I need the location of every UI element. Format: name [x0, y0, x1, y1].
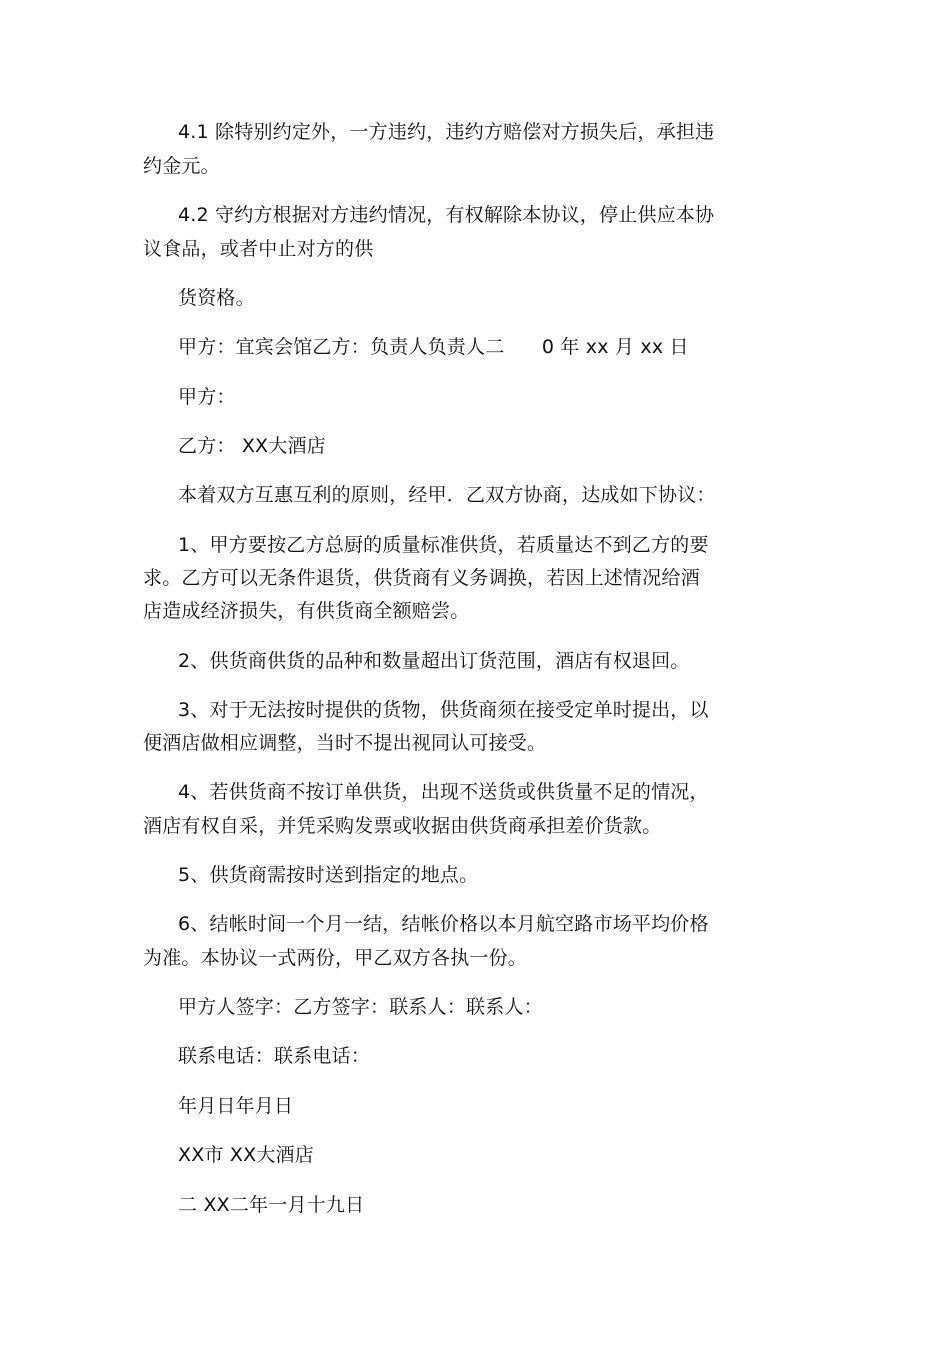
clause-4-2-line-2: 议食品，或者中止对方的供 [143, 238, 374, 260]
clause-6-line-2: 为准。本协议一式两份，甲乙双方各执一份。 [143, 947, 528, 969]
clause-4-line-1: 4、若供货商不按订单供货，出现不送货或供货量不足的情况， [178, 781, 709, 803]
contact-phone-line: 联系电话：联系电话： [178, 1045, 371, 1067]
clause-4-2-line-3: 货资格。 [178, 287, 255, 309]
clause-3-line-1: 3、对于无法按时提供的货物，供货商须在接受定单时提出，以 [178, 699, 709, 721]
clause-1-line-1: 1、甲方要按乙方总厨的质量标准供货，若质量达不到乙方的要 [178, 534, 709, 556]
date-line: 年月日年月日 [178, 1095, 294, 1117]
clause-4-1-line-2: 约金元。 [143, 155, 220, 177]
party-a-label: 甲方： [178, 386, 236, 408]
issue-date: 二 XX二年一月十九日 [178, 1194, 365, 1216]
clause-5: 5、供货商需按时送到指定的地点。 [178, 864, 479, 886]
clause-1-line-2: 求。乙方可以无条件退货，供货商有义务调换，若因上述情况给酒 [143, 567, 700, 589]
agreement-intro: 本着双方互惠互利的原则，经甲．乙双方协商，达成如下协议： [178, 484, 716, 506]
clause-4-1-line-1: 4.1 除特别约定外，一方违约，违约方赔偿对方损失后，承担违 [178, 121, 715, 143]
clause-2: 2、供货商供货的品种和数量超出订货范围，酒店有权退回。 [178, 650, 690, 672]
clause-1-line-3: 店造成经济损失，有供货商全额赔尝。 [143, 600, 470, 622]
clause-4-line-2: 酒店有权自采，并凭采购发票或收据由供货商承担差价货款。 [143, 815, 662, 837]
clause-3-line-2: 便酒店做相应调整，当时不提出视同认可接受。 [143, 732, 547, 754]
clause-6-line-1: 6、结帐时间一个月一结，结帐价格以本月航空路市场平均价格 [178, 913, 709, 935]
party-b-label: 乙方： XX大酒店 [178, 435, 326, 457]
issuer-name: XX市 XX大酒店 [178, 1144, 314, 1166]
signature-block-1: 甲方：宜宾会馆乙方：负责人负责人二 0 年 xx 月 xx 日 [178, 336, 689, 358]
signature-line: 甲方人签字：乙方签字：联系人：联系人： [178, 996, 543, 1018]
clause-4-2-line-1: 4.2 守约方根据对方违约情况，有权解除本协议，停止供应本协 [178, 204, 715, 226]
